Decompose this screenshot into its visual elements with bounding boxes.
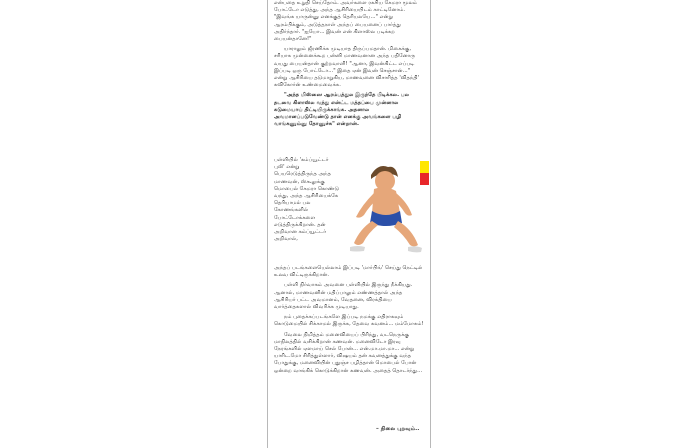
left-column-rule [267,0,268,448]
paragraph-5: அந்தப் படங்களையெல்லாம் இப்படி 'மார்பிங்' செய்து நெட்டில் உலவ விட்டிருக்கிறான். [274,265,423,279]
paragraph-7: நம் புதைக்கப்படங்களே இப்படி நமக்கு எதிராகவும் கொடுமையில் சிக்காமல் இருக்க, தேவை கவனம்... மம்மோசும்! [274,314,424,328]
paragraph-2: யாராலும் ஜீரணிக்க முடியாத திருப்பமதான். மிகைக்கு, சரியாக முன்னைக்கூற பன்னி மாணவனான அந்த பதினோரு வயது பையன்தான் குற்றவாளி! "ஆனா, இவன்கிட்ட எப்படி இப்படி ஒரு போட்டோ..." இதை ஏன் இவன் செஞ்சான்..." என்று ஆசிரியை தடுமாறுகிய, மாணவனை விசாரித்த 'விதந்தி' கவிகோர்ன் உண்மைவைக்க. [274,46,420,89]
paragraph-figure-wrap: பள்ளியில் 'கம்ப்யூட்டர் புலி' என்று பெயரெடுத்திருந்த அந்த மாணவன், ஸ்கூலுக்கு மொபைல் கேமரா கொண்டு வந்து, அந்த ஆசிரியைக்கே தெரியாமல் பல கோணங்களில் போட்டோக்களை எடுத்திருக்கிறான். தன் அறிவான கம்ப்யூட்டர் அறிவால், [274,157,340,243]
left-leg-shape [354,221,378,245]
red-accent-block [420,173,429,185]
article-signature: – நிலை புறவும்.. [376,426,420,432]
paragraph-3-quote: "அந்த மிஸ்ஸை ஆரம்பத்துல இருந்தே பிடிக்கல. பல தடவை கிளாஸ்ல வந்து என்ட்ட மத்தப்பை முன்னால கடுமையாய் திட்டியிருக்காங்க. அதனால அவமானப்படுவேண்டு தான் எனக்கு அவங்களை பழி வாங்கணும்னு தோணுச்சு" என்றான். [274,92,410,128]
illustration-svg [338,155,438,255]
right-leg-shape [394,221,418,247]
right-foot-shadow [408,246,422,252]
yellow-accent-block [420,161,429,173]
paragraph-1: என்பதை உறுதி செய்தோம். அவர்களை ரகசிய கேமரா மூலம் போட்டோ எடுத்து, அந்த ஆசிரியையிடம் காட்டினோம். "இவங்க யாருன்னு எனக்குத் தெரியலயே..." என்று ஆரம்பிக்கும், அடுத்தநாள் அந்தப் பையனைப் பார்த்து அதிர்ந்தார். "ஐயோ... இவன் என் கிளாஸ்ல படிக்கற பையன்தானே!" [274,0,418,43]
paragraph-6: பள்ளி நிர்வாகம் அவனை பள்ளியில் இருந்து நீக்கியது. ஆனால், மாணவனின் மதிப்பாலும் எண்ணத்தால் அந்த ஆசிரியர் பட்ட அவமானம், வேதனை, விரக்தியை வார்த்தைகளால் விவரிக்க முடியாது. [274,282,413,311]
seated-boy-illustration [338,155,438,255]
article-column-lower [274,265,424,378]
left-foot-shadow [350,246,365,252]
paragraph-8: வேலை நிமித்தம் மனைவியைப் பிரிந்து, வடநெருக்கு மாநிலத்தில் வசிக்கிறான் கணவன். மனைவிடோ இரவு நேரங்களில் ஏளமாய் செல் போன்... என்.மா.மா.மா... என்று யாரிட.மோ சிரித்துள்ளார், விஷயம் தன் கவனத்துக்கு வந்த போதுக்கு, மனைவியின் புதுஞ்ச பழித்தான் மொபைல் போன் ஒன்றை வாங்கிக் கொடுக்கிறான் கணவன். அதைத் தொடர்ந்து... [274,331,423,374]
